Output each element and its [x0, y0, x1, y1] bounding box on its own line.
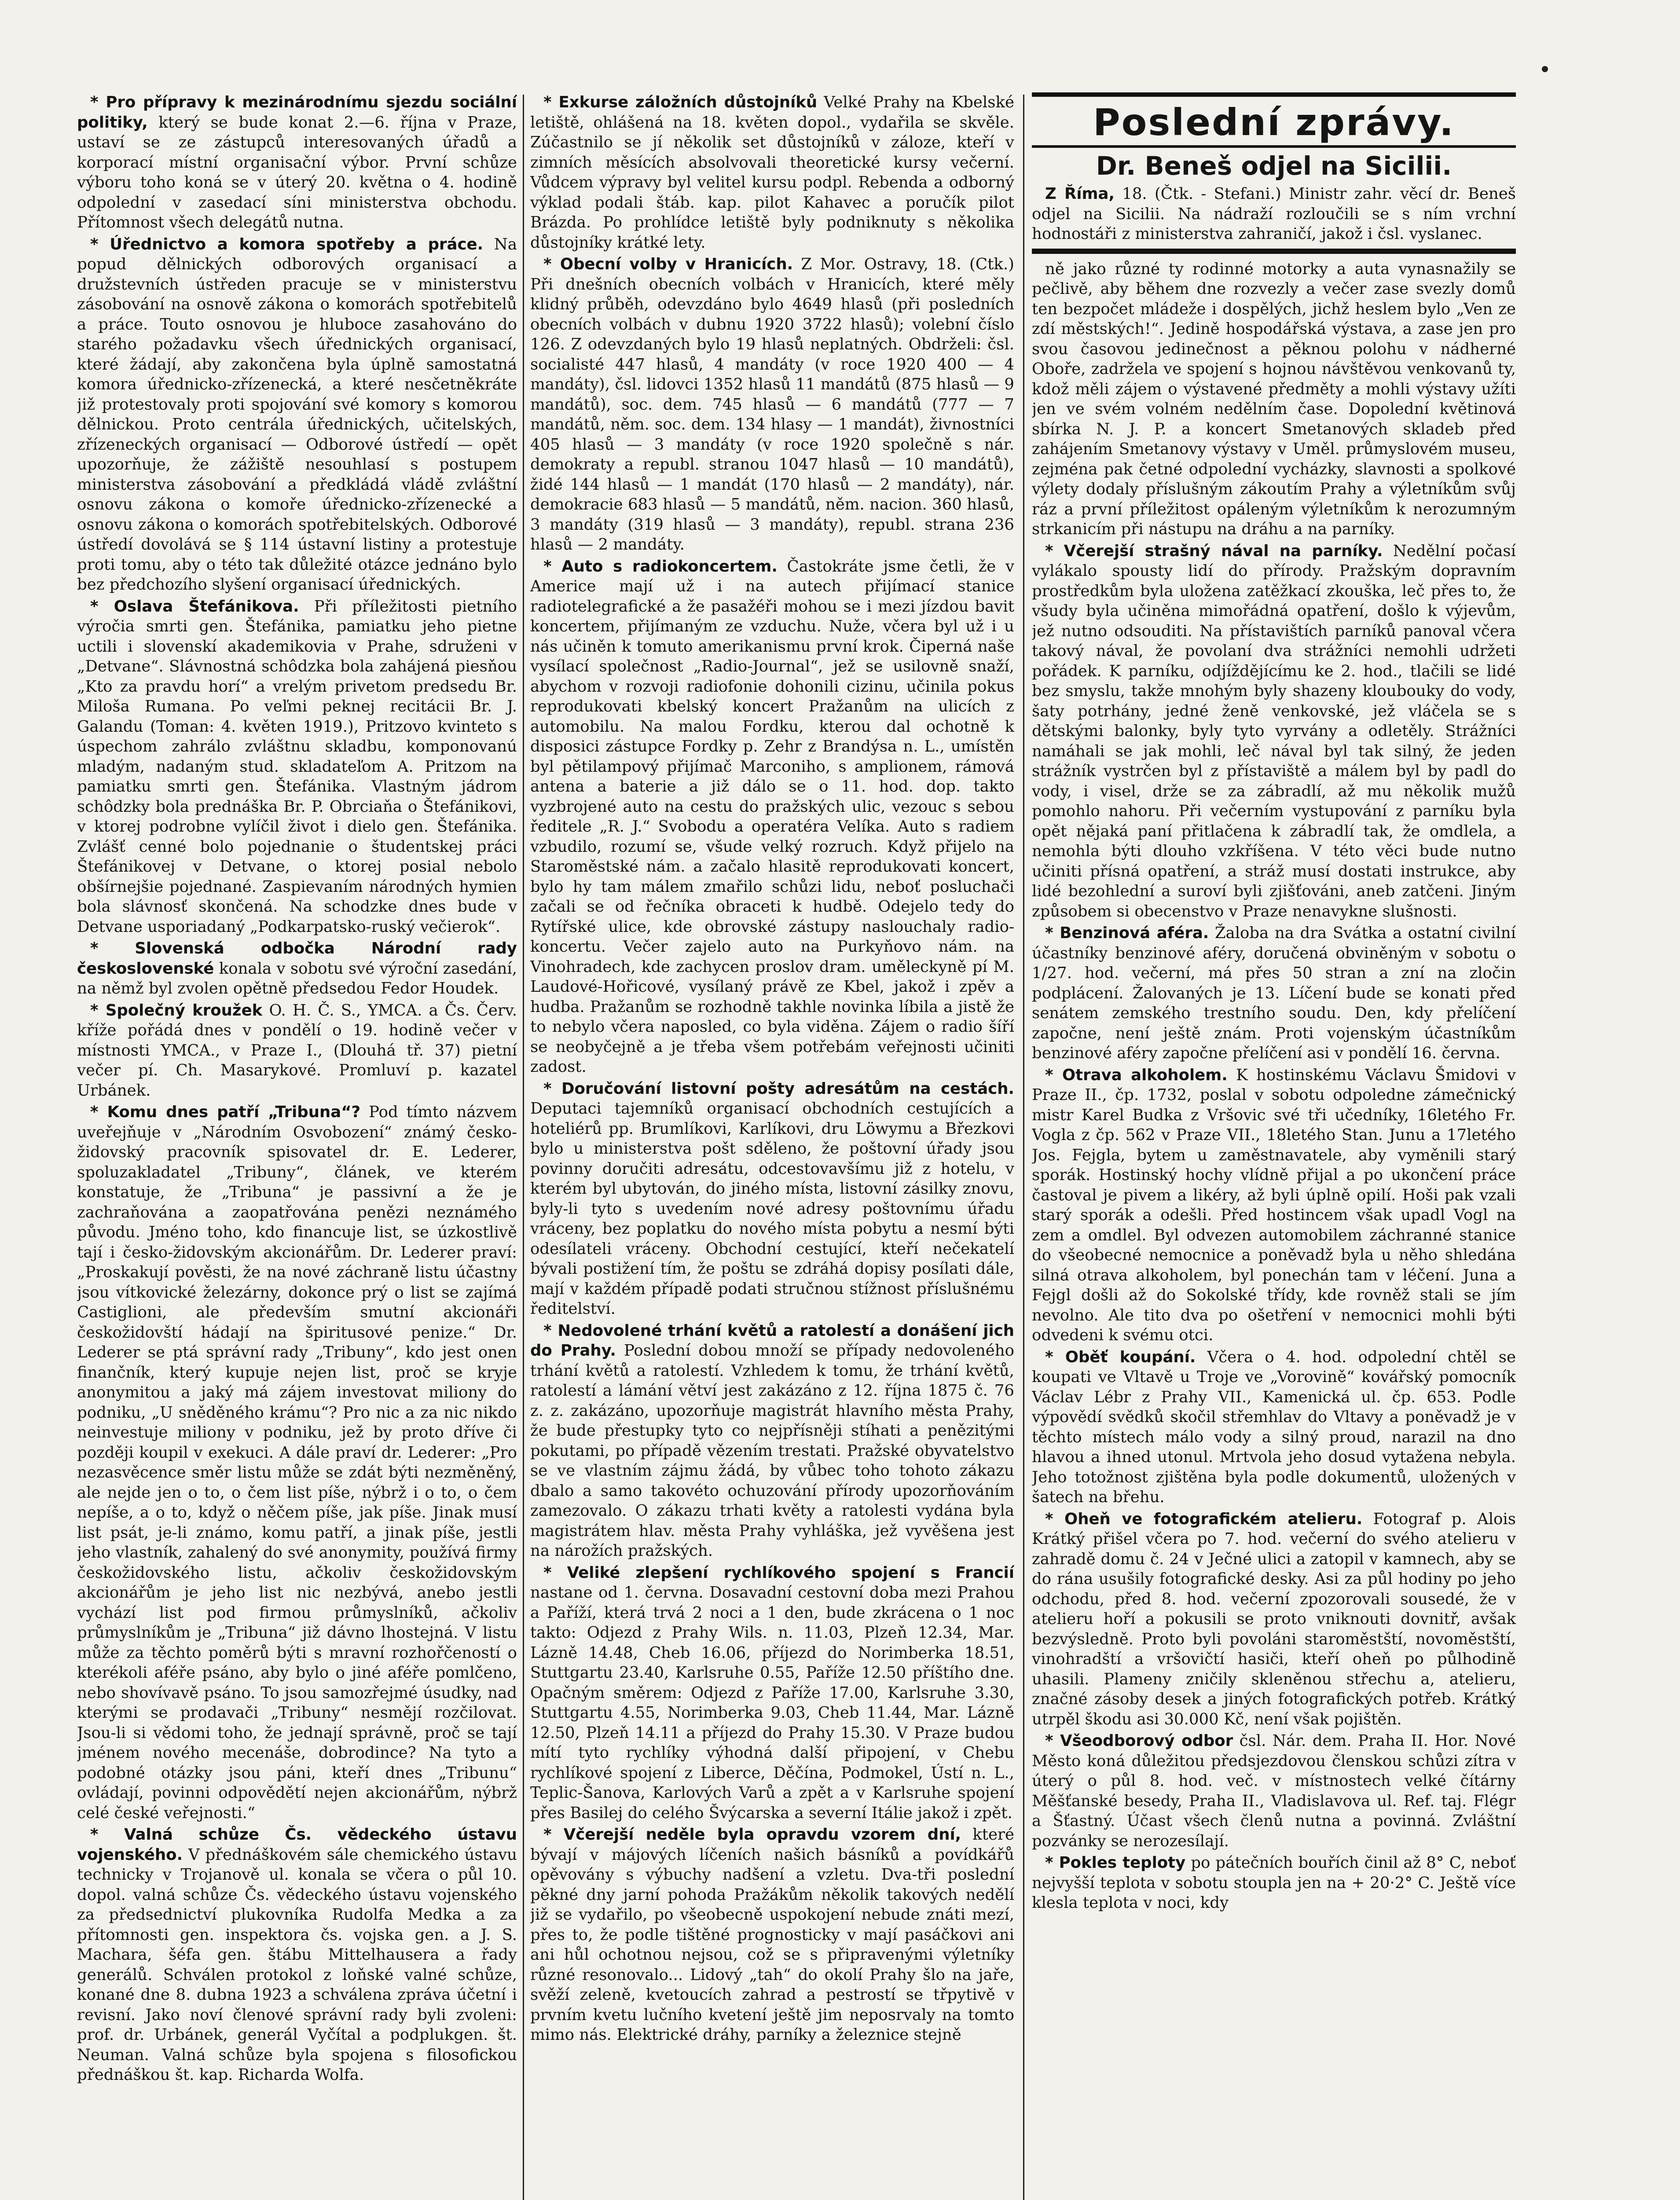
article-heading: * Otrava alkoholem. [1045, 1066, 1228, 1084]
article-text: O. H. Č. S., YMCA. a Čs. Červ. kříže pořádá dnes v pondělí o 19. hodině večer v místnosti YMCA., v Praze I., (Dlouhá tř. 37) pietní večer pí. Ch. Masarykové. Promluví p. kazatel Urbánek. [77, 1001, 517, 1100]
article-heading: * Slovenská odbočka Národní rady československé [77, 939, 517, 978]
article-heading: * Pokles teploty [1045, 1854, 1186, 1872]
article [77, 1825, 517, 2085]
article [530, 1321, 1014, 1561]
column-2 [530, 92, 1014, 2200]
article [1032, 1065, 1516, 1346]
article-heading: Z Říma, [1045, 185, 1115, 203]
article [1032, 1731, 1516, 1851]
article-text: 18. (Čtk. - Stefani.) Ministr zahr. věcí dr. Beneš odjel na Sicilii. Na nádraží rozloučili se s ním vrchní hodnostáři z ministerstva zahraničí, jakož i čsl. vyslanec. [1032, 185, 1516, 243]
article [1032, 1853, 1516, 1913]
article [77, 939, 517, 999]
column-1 [77, 92, 517, 2200]
section-title: Poslední zprávy. [1093, 101, 1455, 144]
article-heading: * Oběť koupání. [1045, 1348, 1196, 1366]
article-text: čsl. Nár. dem. Praha II. Hor. Nové Město koná důležitou předsjezdovou členskou schůzi zítra v úterý o půl 8. hod. več. v místnostech velké čítárny Měšťanské besedy, Praha II., Vladislavova ul. Ref. taj. Flégr a Šťastný. Účast všech členů nutna a povinná. Zvláštní pozvánky se nerozesílají. [1032, 1732, 1516, 1850]
article-text: V přednáškovém sále chemického ústavu technicky v Trojanově ul. konala se včera o půl 10. dopol. valná schůze Čs. vědeckého ústavu vojenského za předsednictví plukovníka Rudolfa Medka a za přítomnosti gen. inspektora čs. vojska gen. a J. S. Machara, šéfa gen. štábu Mittelhausera a řady generálů. Schválen protokol z loňské valné schůze, konané dne 8. dubna 1923 a schválena zpráva účetní i revisní. Jako noví členové správní rady byli zvoleni: prof. dr. Urbánek, generál Vyčítal a podplukgen. št. Neuman. Valná schůze byla spojena s filosofickou přednáškou št. kap. Richarda Wolfa. [77, 1845, 517, 2084]
article-text: které bývají v májových líčeních našich básníků a povídkářů opěvovány s výbuchy nadšení a vzletu. Dva-tři poslední pěkné dny jarní pohoda Pražákům několik takových nedělí již se vydařilo, po všeobecně uspokojení nebude znáti mezí, přes to, že podle tištěné prognosticky v mají pasáčkovi ani ani hůl ochotnou nejsou, což se s připravenými výletníky různé resonovalo... Lidový „tah“ do okolí Prahy šlo na jaře, svěží zeleně, kvetoucích zahrad a pestrostí se třpytivě v prvním kvetu lučního kvetení ještě jim neposrvaly na tomto mimo nás. Elektrické dráhy, parníky a železnice stejně [530, 1826, 1014, 2044]
article-heading: * Valná schůze Čs. vědeckého ústavu vojenského. [77, 1826, 517, 1864]
article-text: Žaloba na dra Svátka a ostatní civilní účastníky benzinové aféry, doručená obviněným v sobotu o 1/27. hod. večerní, má přes 50 stran a zní na zločin podplácení. Žalovaných je 13. Líčení bude se konati před senátem zemského trestního soudu. Den, kdy přelíčení započne, není ještě znám. Proti vojenským účastníkům benzinové aféry započne přelíčení asi v pondělí 16. června. [1032, 924, 1516, 1062]
article-text: Fotograf p. Alois Krátký přišel včera po 7. hod. večerní do svého atelieru v zahradě domu č. 24 v Ječné ulici a zatopil v kamnech, aby se do rána usušily fotografické desky. Asi za půl hodiny po jeho odchodu, před 8. hod. večerní zpozorovali sousedé, že v atelieru hoří a pokusili se proto vniknouti dovnitř, avšak bezvýsledně. Proto byli povoláni staroměstští, novoměstští, vinohradští a vršovičtí hasiči, kteří oheň po půlhodině uhasili. Plameny zničily skleněnou střechu a, atelieru, značné zásoby desek a jiných fotografických potřeb. Krátký utrpěl škodu asi 30.000 Kč, není však pojištěn. [1032, 1510, 1516, 1728]
article [530, 557, 1014, 1077]
column-divider [1023, 95, 1024, 2200]
article-heading: * Všeodborový odbor [1045, 1732, 1233, 1750]
page-corner-mark [1542, 66, 1548, 72]
article-text: ně jako různé ty rodinné motorky a auta vynasnažily se pečlivě, aby během dne rozvezly a večer zase svezly domů ten bezpočet mládeže i dospělých, jichž heslem bylo „Ven ze zdí městských!“. Jedině hospodářská výstava, a zase jen pro svou časovou jedinečnost a pěknou polohu v nádherné Oboře, zadržela ve spojení s hojnou návštěvou venkovanů ty, kdož měli zájem o výstavené předměty a mohli výstavy užíti jen ve svém volném nedělním čase. Dopolední květinová sbírka N. J. P. a koncert Smetanových skladeb před zahájením Smetanovy výstavy v Uměl. průmyslovém museu, zejména pak četné odpolední vycházky, slavnosti a spolkové výlety dodaly příslušným zákoutím Prahy a výletníkům svůj ráz a první příležitost opáleným výletníkům k nerozumným strkanicím při nástupu na dráhu a na parníky. [1032, 260, 1516, 538]
article-text: Deputaci tajemníků organisací obchodních cestujících a hoteliérů pp. Brumlíkovi, Karlíkovi, dru Löwymu a Březkovi bylo u ministerstva pošt sděleno, že poštovní úřady jsou povinny doručiti adresátu, odcestovavšímu již z hotelu, v kterém byl ubytován, do jiného místa, listovní zásilky znovu, byly-li tyto s uvedením nové adresy poštovnímu úřadu vráceny, bez poplatku do nového místa pobytu a nesmí býti odesílateli vráceny. Obchodní cestující, kteří nečekatelí bývali postižení tím, že poštu se zdráhá dopisy posílati dále, mají v každém případě podati stručnou stížnost příslušnému ředitelství. [530, 1100, 1014, 1318]
article-heading: * Pro přípravy k mezinárodnímu sjezdu sociální politiky, [77, 93, 517, 132]
article-heading: * Oheň ve fotografickém atelieru. [1045, 1510, 1363, 1528]
article-text: Nedělní počasí vylákalo spousty lidí do přírody. Pražským dopravním prostředkům byla uložena zatěžkací zkouška, leč přes to, že všudy byla učiněna mimořádná opatření, došlo k výjevům, jež nutno odsouditi. Na přístavištích parníků panoval včera takový nával, že povolaní dva strážníci nemohli udržeti pořádek. K parníku, odjíždějícímu ke 2. hod., tlačili se lidé bez smyslu, takže mnohým byly shazeny kloubouky do vody, šaty potrhány, jedné ženě venkovské, jež vláčela se s dětskými balonky, byly tyto vyrvány a odletěly. Strážníci namáhali se jak mohli, leč nával byl tak silný, že jeden strážník vystrčen byl z přístaviště a málem byl by padl do vody, i visel, drže se za zábradlí, až mu několik mužů pomohlo nahoru. Při večerním vystupování z parníku byla opět nějaká paní přitlačena k zábradlí tak, že omdlela, a nemohla býti dlouho vzkříšena. V této věci bude nutno učiniti přísná opatření, a stráž musí dostati instrukce, aby lidé bezohlední a suroví byli zjišťováni, aneb zatčeni. Jiným způsobem si obecenstvo v Praze nenavykne slušnosti. [1032, 542, 1516, 920]
article-heading: * Úřednictvo a komora spotřeby a práce. [90, 235, 484, 253]
article-heading: * Auto s radiokoncertem. [543, 557, 778, 576]
column-divider [523, 95, 524, 2200]
article-heading: * Obecní volby v Hranicích. [543, 255, 793, 273]
article [77, 1102, 517, 1823]
article-text: Pod tímto názvem uveřejňuje v „Národním Osvobození“ známý česko-židovský pracovník spisovatel dr. E. Lederer, spoluzakladatel „Tribuny“, článek, ve kterém konstatuje, že „Tribuna“ je passivní a že je zachraňována a zaopatřována penězi neznámého původu. Jméno toho, kdo financuje list, se úzkostlivě tají i česko-židovským akcionářům. Dr. Lederer praví: „Proskakují pověsti, že na nové záchraně listu účastny jsou vítkovické železárny, dokonce prý o list se zajímá Castiglioni, ale především smutní akcionáři českožidovští hádají na špiritusové penize.“ Dr. Lederer se ptá správní rady „Tribuny“, kdo jest onen finančník, který kupuje nejen list, proč se kryje anonymitou a jaký má zájem investovat miliony do podniku, „U sněděného krámu“? Pro nic a za nic nikdo neinvestuje miliony v podniku, jež by proto dříve či později koupil v exekuci. A dále praví dr. Lederer: „Pro nezasvěcence směr listu může se zdát býti nezměněný, ale nejde jen o to, o čem list píše, nýbrž i o to, o čem nepíše, a o to, když o něčem píše, jak píše. Jinak musí list psát, je-li známo, komu patří, a jinak píše, jestli jeho vlastník, zahalený do své anonymity, používá firmy českožidovského listu, ačkoliv českožidovským akcionářům je jeho list nic nezbývá, anebo jestli vychází list pod firmou průmyslníků, ačkoliv průmyslníkům je „Tribuna“ již dávno lhostejná. V listu může za těchto poměrů býti s mravní rozhořčeností o kterékoli aféře psáno, aby bylo o jiné aféře pomlčeno, nebo shovívavě psáno. To jsou samozřejmé úsudky, nad kterými se prodavači „Tribuny“ nesmějí rozčilovat. Jsou-li si vědomi toho, že jednají správně, proč se tají jménem nového mecenáše, dobrodince? Na tyto a podobné otázky jsou páni, kteří dnes „Tribunu“ ovládají, povinni odpovědětí nejen akcionářům, nýbrž celé české veřejnosti.“ [77, 1103, 517, 1822]
article [530, 92, 1014, 253]
article-heading: * Včerejší strašný nával na parníky. [1045, 542, 1383, 560]
article-text: Poslední dobou množí se případy nedovoleného trhání květů a ratolestí. Vzhledem k tomu, že trhání květů, ratolestí a lámání větví jest zakázáno z 12. října 1875 č. 76 z. z. zakázáno, upozorňuje magistrát hlavního města Prahy, že bude přestupky tyto co nejpřísněji stíhati a penězitými pokutami, po případě vězením trestati. Pražské obyvatelstvo se ve vlastním zájmu žádá, by vůbec toho tohoto zákazu dbalo a samo takovéto ochuzování přírody upozorňováním zamezovalo. O zákazu trhati květy a ratolesti vydána byla magistrátem hlav. města Prahy vyhláška, jež vyvěšena jest na nárožích pražských. [530, 1342, 1014, 1560]
article-heading: * Benzinová aféra. [1045, 924, 1209, 942]
article-heading: * Veliké zlepšení rychlíkového spojení s Francií [543, 1563, 1014, 1582]
article-text: Velké Prahy na Kbelské letiště, ohlášená na 18. květen dopol., vydařila se skvěle. Zúčastnilo se jí několik set důstojníků v záloze, kteří v zimních měsících absolvovali theoretické kursy večerní. Vůdcem výpravy byl velitel kursu podpl. Rebenda a odborný výklad podali štáb. kap. pilot Kahavec a poručík pilot Brázda. Po prohlídce letiště byly podniknuty s několika důstojníky krátké lety. [530, 93, 1014, 252]
article-text: konala v sobotu své výroční zasedání, na němž byl zvolen opětně předsedou Fedor Houdek. [77, 959, 517, 997]
article-heading: * Oslava Štefánikova. [90, 597, 299, 616]
article-text: Na popud dělnických odborových organisací a družstevních ústředen pracuje se v ministerstvu zásobování na osnově zákona o komorách spotřebitelů a práce. Touto osnovou je hluboce zasahováno do starého požadavku všech úřednických organisací, které žádají, aby zakončena byla úplně samostatná komora úřednicko-zřízenecká, a které nesčetněkráte již protestovaly proti spojování své komory s komorou dělnickou. Proto centrála úřednických, učitelských, zřízeneckých organisací — Odborové ústředí — opět upozorňuje, že zážiště nesouhlasí s postupem ministerstva zásobování a předkládá vládě zvláštní osnovu zákona o komoře úřednicko-zřízenecké a osnovu zákona o komorách spotřebitelských. Odborové ústředí dovolává se § 114 ústavní listiny a protestuje proti tomu, aby o této tak důležité otázce jednáno bylo bez předchozího slyšení organisací úřednických. [77, 235, 517, 594]
article [77, 597, 517, 937]
article-text: Při příležitosti pietního výročia smrti gen. Štefánika, pamiatku jeho pietne uctili i slovenskí akademikovia v Prahe, sdruženi v „Detvane“. Slávnostná schôdzka bola zahájená piesňou „Kto za pravdu horí“ a vrelým privetom predsedu Br. Miloša Rumana. Po veľmi peknej recitácii Br. J. Galandu (Toman: 4. květen 1919.), Pritzovo kvinteto s úspechom zahrálo zvláštnu skladbu, komponovanú mladým, nadaným stud. skladateľom A. Pritzom na pamiatku smrti gen. Štefánika. Vlastným jádrom schôdzky bola prednáška Br. P. Obrciaňa o Štefánikovi, v ktorej podrobne vylíčil život i dielo gen. Štefánika. Zvlášť cenné bolo pojednanie o študentskej práci Štefánikovej v Detvane, o ktorej posial nebolo obšírnejšie pojednané. Zaspievaním národných hymien bola slávnosť skončená. Na schodzke dnes bude v Detvane usporiadaný „Podkarpatsko-ruský večierok“. [77, 597, 517, 936]
article [530, 254, 1014, 555]
article [530, 1079, 1014, 1319]
article [77, 1001, 517, 1101]
article [1032, 259, 1516, 539]
article-heading: * Včerejší neděle byla opravdu vzorem dní, [543, 1826, 961, 1844]
article [1032, 1347, 1516, 1507]
article-heading: * Komu dnes patří „Tribuna“? [90, 1103, 361, 1121]
section-masthead [1032, 92, 1516, 148]
article [1032, 1509, 1516, 1730]
article-heading: * Doručování listovní pošty adresátům na cestách. [543, 1079, 1014, 1098]
article-text: po pátečních bouřích činil až 8° C, neboť nejvyšší teplota v sobotu stoupla jen na + 20·2° C. Ještě více klesla teplota v noci, kdy [1032, 1854, 1516, 1912]
article [530, 1563, 1014, 1823]
article-text: Častokráte jsme četli, že v Americe mají už i na autech přijímací stanice radiotelegrafické a že pasažéři mohou se i mezi jízdou bavit koncertem, přijímaným ze vzduchu. Nuže, včera byl už i u nás učiněn k tomuto amerikanismu první krok. Čiperná naše vysílací společnost „Radio-Journal“, jež se usilovně snaží, abychom v rozvoji radiofonie dohonili cizinu, učinila pokus reprodukovati kbelský koncert Pražanům na ulicích z automobilu. Na malou Fordku, kterou dal ochotně k disposici zástupce Fordky p. Zehr z Brandýsa n. L., umístěn byl pětilampový přijímač Marconiho, s amplionem, rámová antena a baterie a již dálo se o 11. hod. dop. takto vyzbrojené auto na cestu do pražských ulic, vezouc s sebou ředitele „R. J.“ Svobodu a operatéra Velíka. Auto s radiem vzbudilo, rozumí se, všude velký rozruch. Když přijelo na Staroměstské nám. a začalo hlasitě reprodukovati koncert, bylo hy tam málem zmařilo schůzi lidu, neboť posluchači začali se od řečníka obraceti k hudbě. Odejelo tedy do Rytířské ulice, kde obrovské zástupy naslouchaly radio-koncertu. Večer zajelo auto na Purkyňovo nám. na Vinohradech, kde zachycen proslov dram. uměleckyně pí M. Laudové-Hořicové, vysílaný právě ze Kbel, jakož i zpěv a hudba. Pražanům se rozhodně takhle novinka líbila a jistě že to nebylo včera naposled, co byla viděna. Zájem o radio šíří se neobyčejně a je třeba všem potřebám veřejnosti učiniti zadost. [530, 557, 1014, 1076]
article-heading: * Společný kroužek [90, 1001, 263, 1019]
article [1032, 541, 1516, 922]
article-text: Včera o 4. hod. odpolední chtěl se koupati ve Vltavě u Troje ve „Vorovině“ kovářský pomocník Václav Lébr z Prahy VII., Kamenická ul. čp. 653. Podle výpovědí svědků skočil střemhlav do Vltavy a poněvadž je v těchto místech málo vody a silný proud, narazil na dno hlavou a ihned utonul. Mrtvola jeho dosud vytažena nebyla. Jeho totožnost zjištěna byla podle dokumentů, uložených v šatech na břehu. [1032, 1348, 1516, 1506]
article-text: který se bude konat 2.—6. října v Praze, ustaví se ze zástupců interesovaných úřadů a korporací místní organisační výbor. První schůze výboru toho koná se v úterý 20. května o 4. hodině odpolední v zasedací síni ministerstva obchodu. Přítomnost všech delegátů nutna. [77, 113, 517, 231]
article-text: K hostinskému Václavu Šmidovi v Praze II., čp. 1732, poslal v sobotu odpoledne zámečnický mistr Karel Budka z Vršovic své tři učedníky, 16letého Fr. Voglа z čp. 562 v Praze VII., 18letého Stan. Junu a 17letého Jos. Fejgla, bytem u zaměstnavatele, aby vyměnili starý sporák. Hostinský hochy vlídně přijal a po ukončení práce častoval je pivem a likéry, až byli úplně opilí. Hoši pak vzali starý sporák a odešli. Před hostincem však upadl Vogl na zem a omdlel. Byl odvezen automobilem záchranné stanice do všeobecné nemocnice a poněvadž byla u něho shledána silná otrava alkoholem, byl ponechán tam v léčení. Juna a Fejgl došli až do Sokolské třídy, kde rovněž stali se jím nevolno. Ale tito dva po ošetření v nemocnici mohli býti odvedeni k svému otci. [1032, 1066, 1516, 1344]
news-items [1032, 259, 1516, 1913]
article-heading: * Exkurse záložních důstojníků [543, 93, 818, 111]
article [77, 92, 517, 233]
article [530, 1825, 1014, 2045]
headline: Dr. Beneš odjel na Sicilii. [1096, 151, 1452, 181]
lead-article [1032, 184, 1516, 244]
article [77, 235, 517, 595]
article-heading: * Nedovolené trhání květů a ratolestí a donášení jich do Prahy. [530, 1321, 1014, 1360]
article-text: Z Mor. Ostravy, 18. (Ctk.) Při dnešních obecních volbách v Hranicích, které měly klidný průběh, odevzdáno bylo 4649 hlasů (při posledních obecních volbách v dubnu 1920 3722 hlasů); volební číslo 126. Z odevzdaných bylo 19 hlasů neplatných. Obdrželi: čsl. socialisté 447 hlasů, 4 mandáty (v roce 1920 400 — 4 mandáty), čsl. lidovci 1352 hlasů 11 mandátů (875 hlasů — 9 mandátů), soc. dem. 745 hlasů — 6 mandátů (777 — 7 mandátů, něm. soc. dem. 134 hlasy — 1 mandát), živnostníci 405 hlasů — 3 mandáty (v roce 1920 společně s nár. demokraty a republ. stranou 1047 hlasů — 10 mandátů), židé 144 hlasů — 1 mandát (170 hlasů — 2 mandáty), nár. demokracie 683 hlasů — 5 mandátů, něm. nacion. 360 hlasů, 3 mandáty (319 hlasů — 3 mandáty), republ. strana 236 hlasů — 2 mandáty. [530, 255, 1014, 554]
article-text: nastane od 1. června. Dosavadní cestovní doba mezi Prahou a Paříží, která trvá 2 noci a 1 den, bude zkrácena o 1 noc takto: Odjezd z Prahy Wils. n. 11.03, Plzeň 12.34, Mar. Lázně 14.48, Cheb 16.06, příjezd do Norimberka 18.51, Stuttgartu 23.40, Karlsruhe 0.55, Paříže 12.50 příštího dne. Opačným směrem: Odjezd z Paříže 17.00, Karlsruhe 3.30, Stuttgartu 4.55, Norimberka 9.03, Cheb 11.44, Mar. Lázně 12.50, Plzeň 14.11 a příjezd do Prahy 15.30. V Praze budou mítí tyto rychlíky výhodná další připojení, v Chebu rychlíkové spojení z Liberce, Děčína, Podmokel, Ústí n. L., Teplic-Šanova, Karlových Varů a zpět a v Karlsruhe spojení přes Basilej do celého Švýcarska a severní Itálie jakož i zpět. [530, 1584, 1014, 1822]
column-3 [1032, 92, 1516, 2200]
section-separator [1032, 249, 1516, 254]
article [1032, 923, 1516, 1063]
